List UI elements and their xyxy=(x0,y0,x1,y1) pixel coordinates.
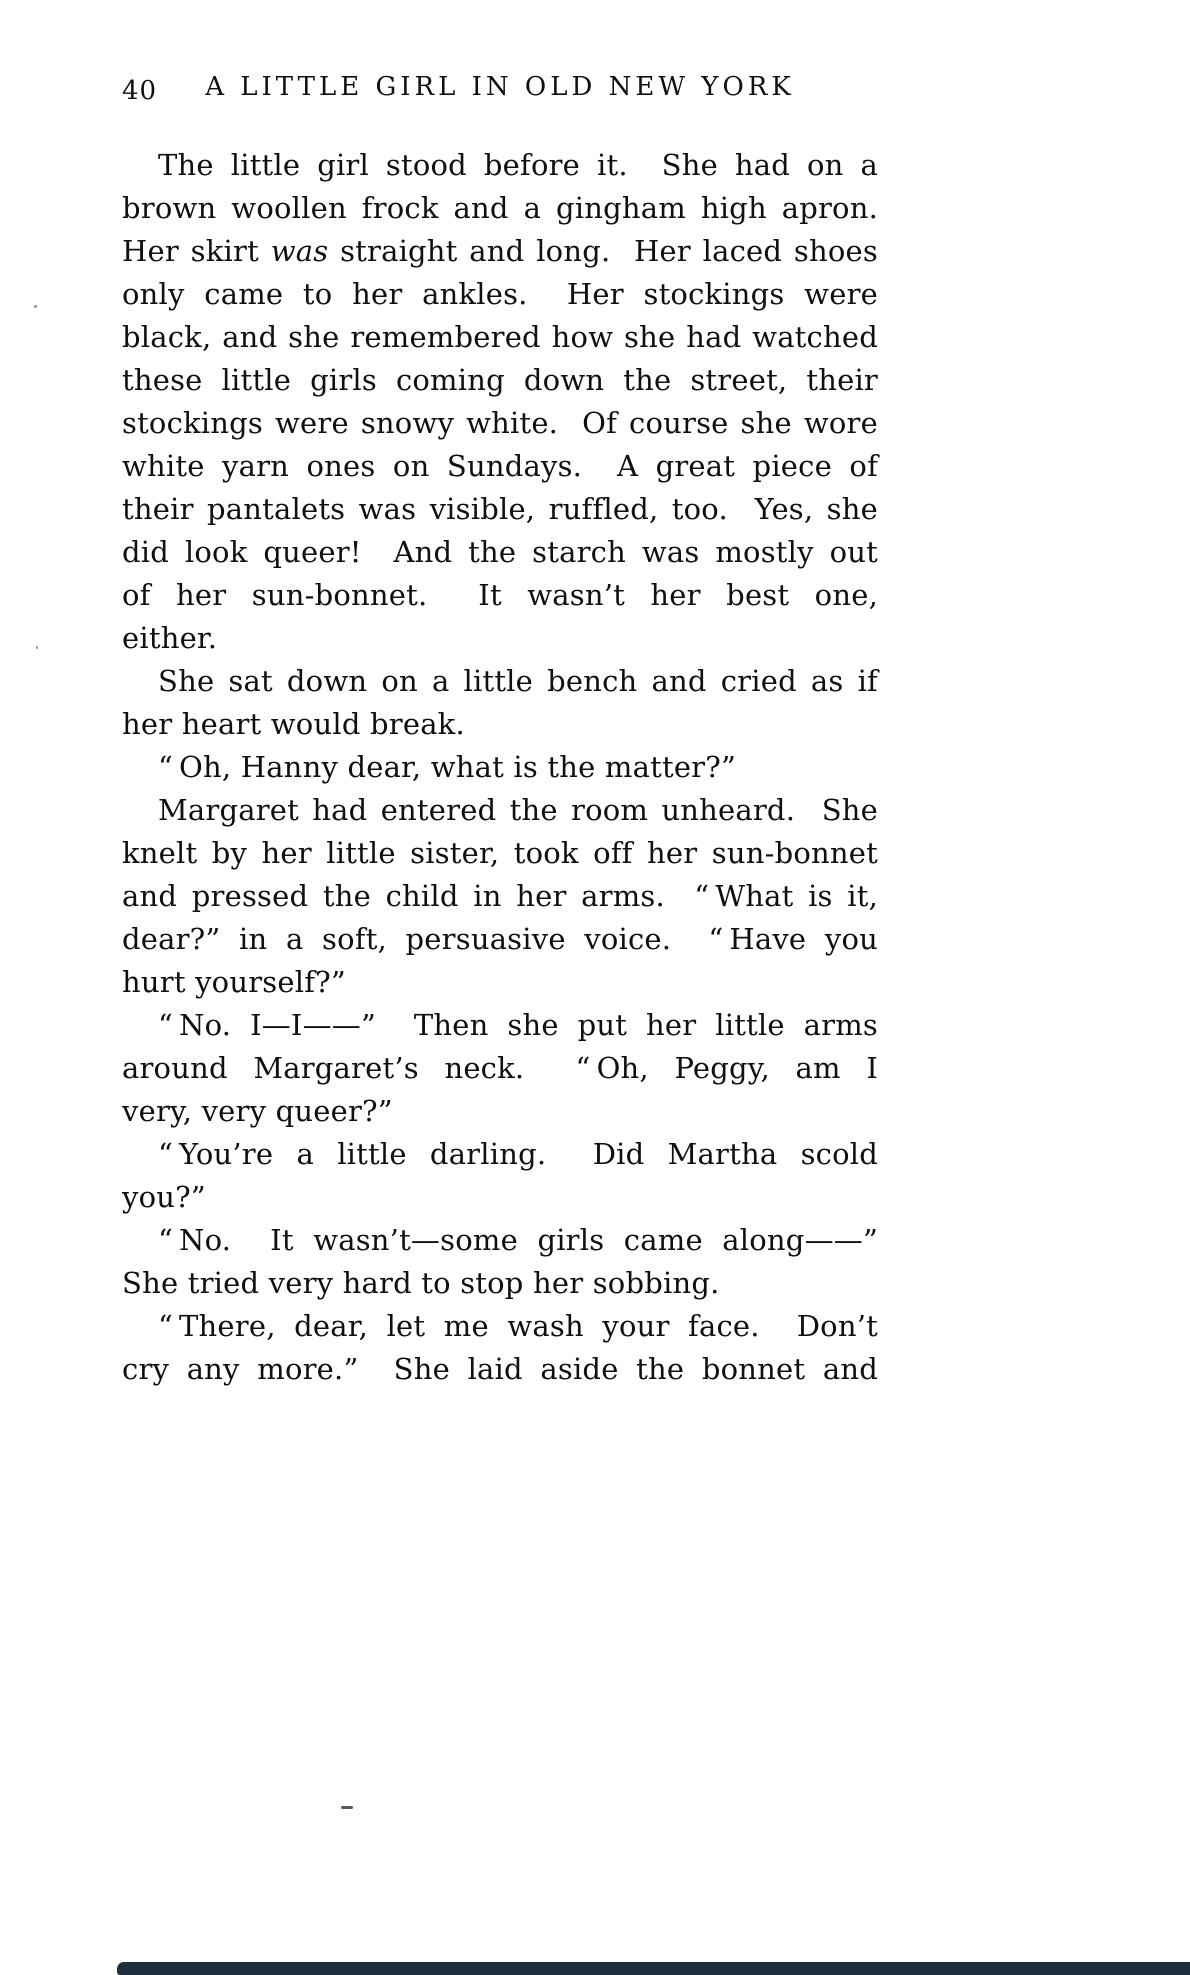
text-line: white yarn ones on Sundays. A great piece of xyxy=(122,449,878,483)
scan-speck xyxy=(34,305,37,308)
text-line: She sat down on a little bench and cried as if xyxy=(158,664,878,698)
text-line: cry any more.” She laid aside the bonnet and xyxy=(122,1352,878,1386)
text-line: “ No. It wasn’t—some girls came along——” xyxy=(158,1223,878,1257)
text-run: straight and long. Her laced shoes xyxy=(328,234,878,268)
scan-dash-artifact xyxy=(341,1806,353,1809)
text-line: “ There, dear, let me wash your face. Don’t xyxy=(158,1309,878,1343)
text-line: “ Oh, Hanny dear, what is the matter?” xyxy=(158,750,737,784)
text-line: Margaret had entered the room unheard. She xyxy=(158,793,878,827)
text-line: very, very queer?” xyxy=(122,1094,393,1128)
page-number: 40 xyxy=(122,76,158,106)
text-line: did look queer! And the starch was mostly out xyxy=(122,535,878,569)
text-line: either. xyxy=(122,621,218,655)
text-line: black, and she remembered how she had watched xyxy=(122,320,878,354)
text-line: of her sun-bonnet. It wasn’t her best one, xyxy=(122,578,878,612)
text-line: stockings were snowy white. Of course she wore xyxy=(122,406,878,440)
text-line: you?” xyxy=(122,1180,206,1214)
text-line: dear?” in a soft, persuasive voice. “ Have you xyxy=(122,922,878,956)
italic-text-run: was xyxy=(270,234,329,268)
text-line: and pressed the child in her arms. “ What is it, xyxy=(122,879,878,913)
running-title: A LITTLE GIRL IN OLD NEW YORK xyxy=(205,72,795,102)
text-line: hurt yourself?” xyxy=(122,965,346,999)
text-line: She tried very hard to stop her sobbing. xyxy=(122,1266,720,1300)
text-line: knelt by her little sister, took off her sun-bonnet xyxy=(122,836,878,870)
text-line: only came to her ankles. Her stockings were xyxy=(122,277,878,311)
text-line: “ No. I—I——” Then she put her little arms xyxy=(158,1008,878,1042)
text-line: brown woollen frock and a gingham high apron. xyxy=(122,191,878,225)
bottom-scan-bar xyxy=(117,1962,1190,1975)
text-line xyxy=(122,230,878,273)
text-line: these little girls coming down the street, their xyxy=(122,363,878,397)
text-line: The little girl stood before it. She had on a xyxy=(158,148,878,182)
text-run: Her skirt xyxy=(122,234,271,268)
running-header xyxy=(122,72,878,108)
text-line: their pantalets was visible, ruffled, too. Yes, she xyxy=(122,492,878,526)
scan-speck xyxy=(36,646,38,649)
text-block xyxy=(122,144,878,1391)
text-line: “ You’re a little darling. Did Martha scold xyxy=(158,1137,878,1171)
text-line: her heart would break. xyxy=(122,707,465,741)
text-line: around Margaret’s neck. “ Oh, Peggy, am I xyxy=(122,1051,878,1085)
